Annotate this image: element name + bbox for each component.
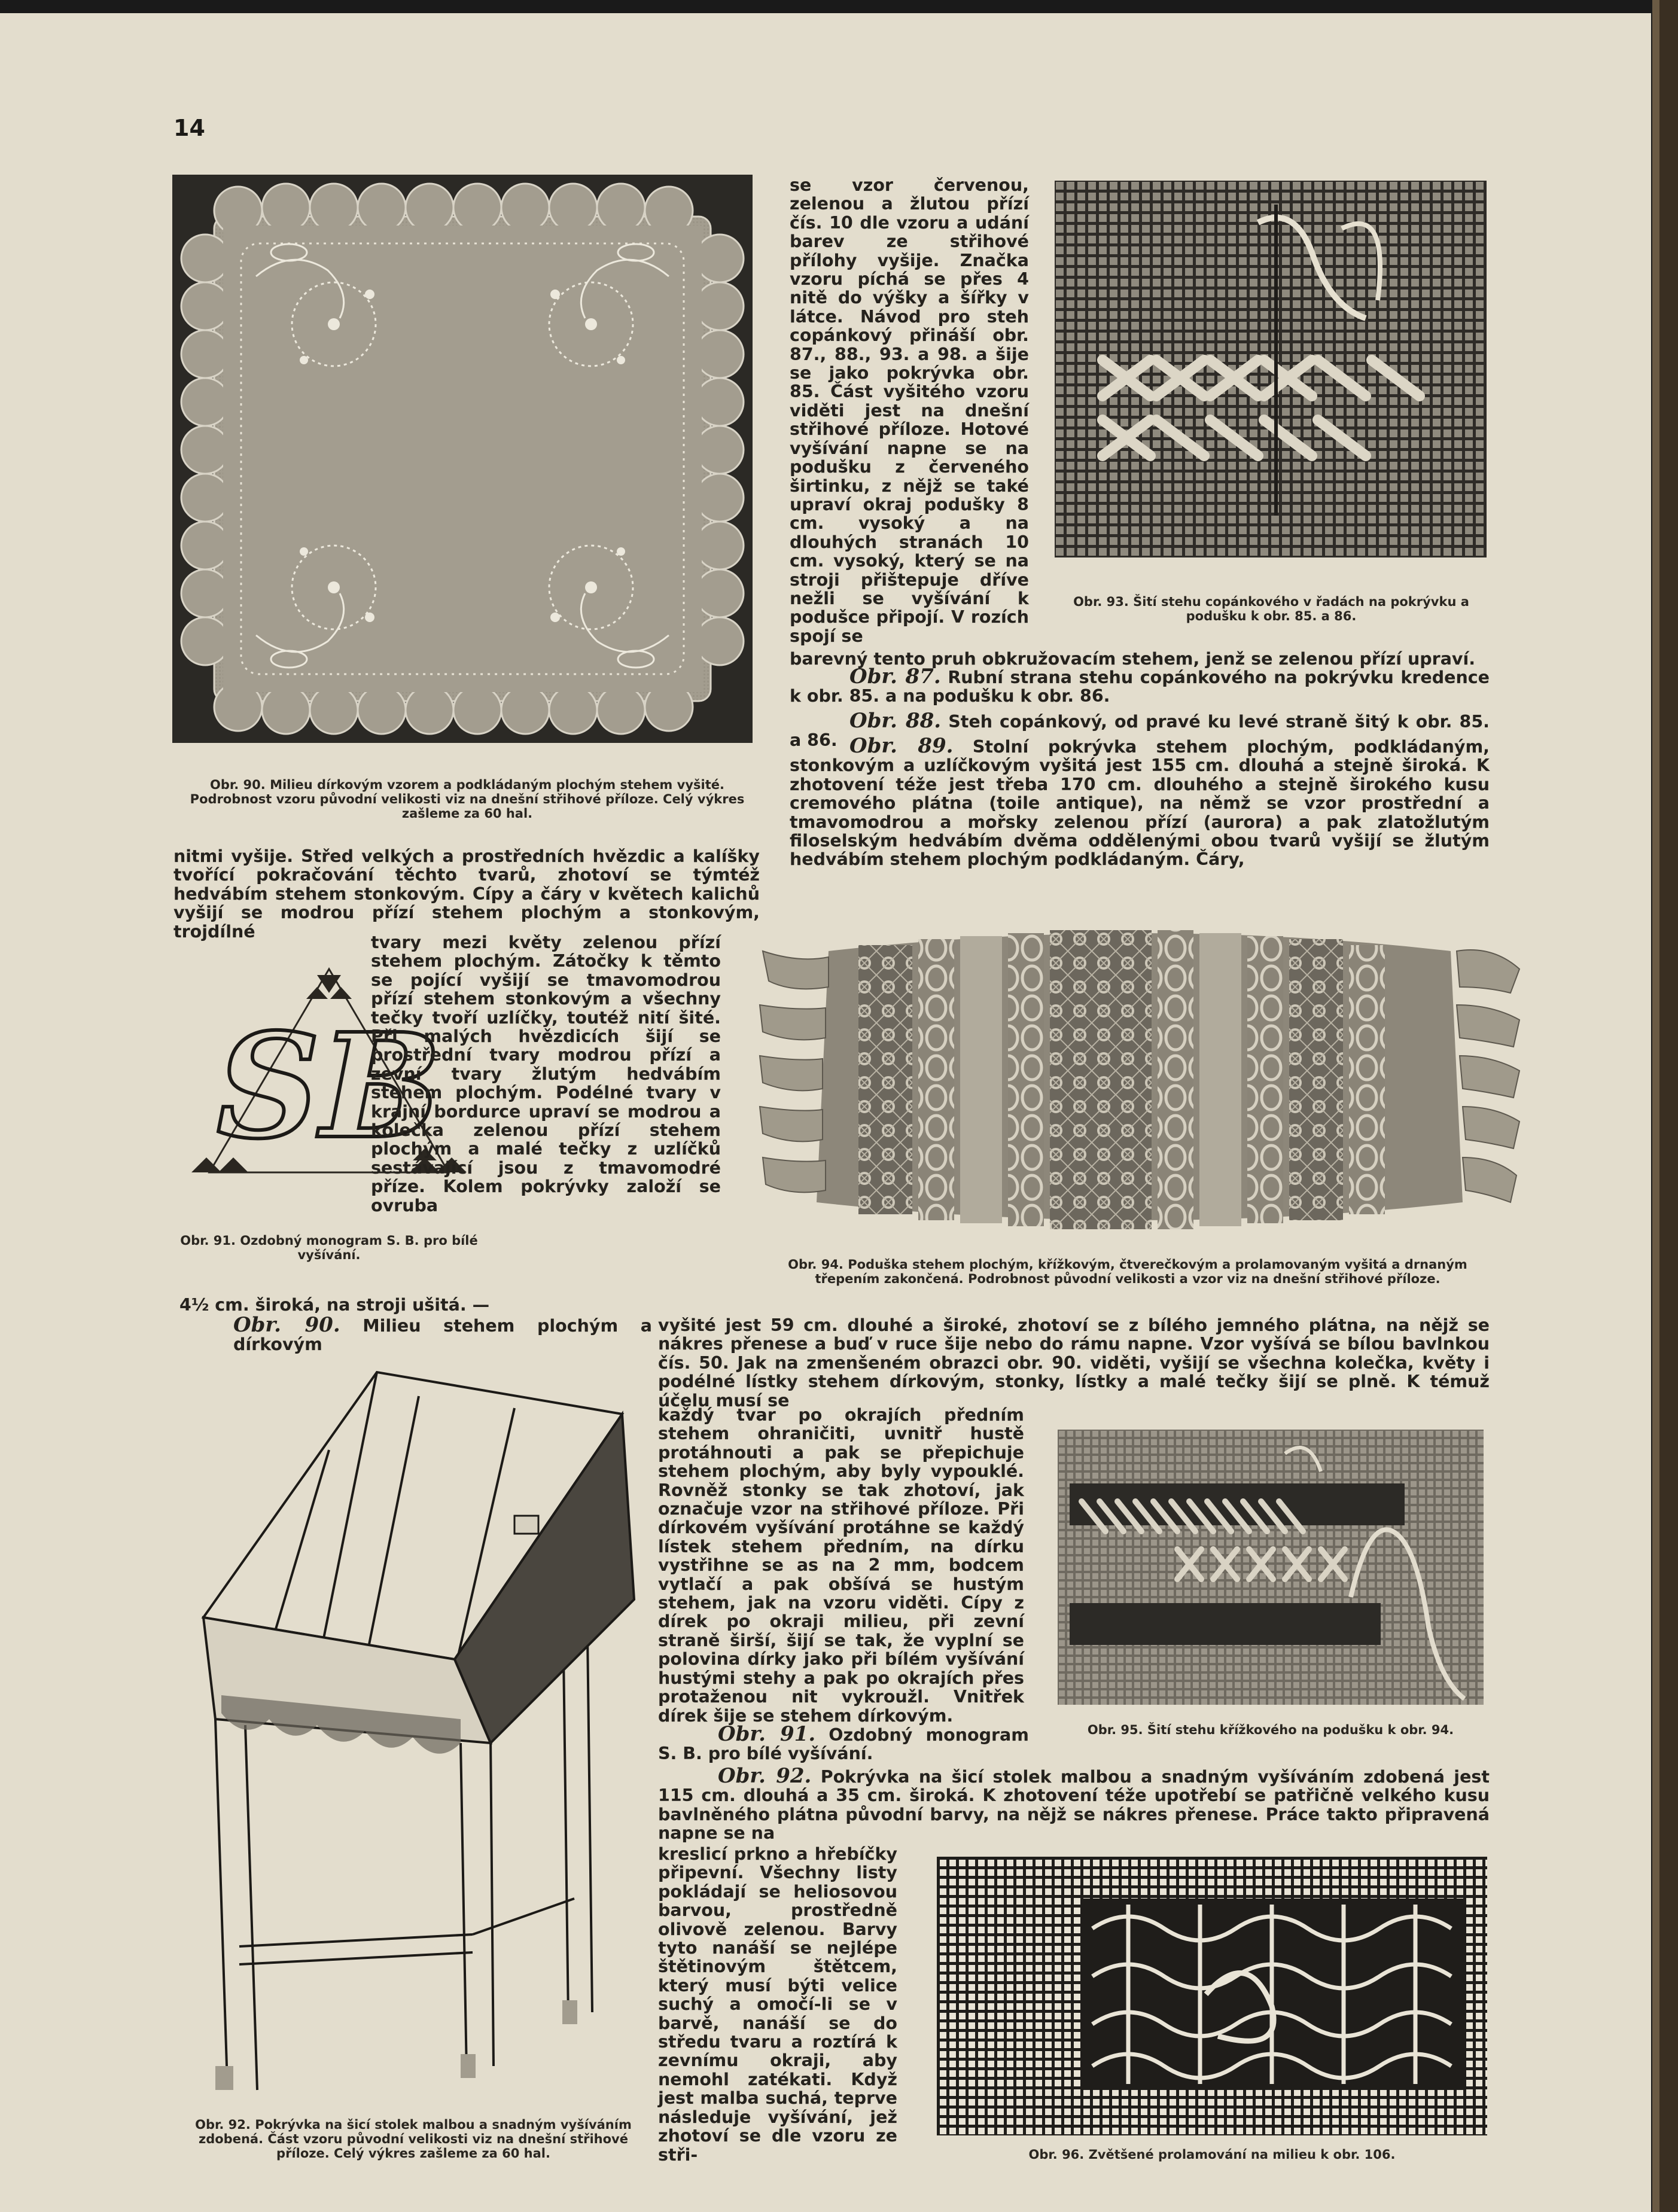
- pillow-illustration: [757, 903, 1522, 1250]
- paragraph-obr-92: [658, 1764, 1490, 1844]
- label-obr-90: Obr. 90.: [233, 1313, 340, 1337]
- label-obr-88: Obr. 88.: [849, 709, 942, 733]
- caption-fig94: Obr. 94. Poduška stehem plochým, křížkovým, čtverečkovým a prolamovaným vyšitá a drnaným třepením zakončená. Podrobnost původní velikosti a vzor viz na dnešní střihové příloze.: [788, 1257, 1467, 1286]
- label-obr-91: Obr. 91.: [718, 1722, 816, 1746]
- text-obr-90-narrow: každý tvar po okrajích předním stehem ohraničiti, uvnitř hustě protáhnouti a pak se přepichuje stehem plochým, aby byly vypouklé. Rovněž stonky se tak zhotoví, jak označuje vzor na střihové příloze. Při dírkovém vyšívání protáhne se každý lístek stehem předním, na dírku vystřihne se as na 2 mm, bodcem vytlačí a pak obšívá se hustým stehem, jak na vzoru viděti. Cípy z dírek po okraji milieu, při zevní straně širší, šijí se tak, že vyplní se polovina dírky jako při bílém vyšívání hustými stehy a pak po okrajích přes protaženou nit vykroužl. Vnitřek dírek šije se stehem dírkovým.: [658, 1405, 1024, 1726]
- text-obr-89: Stolní pokrývka stehem plochým, podkládaným, stonkovým a uzlíčkovým vyšitá jest 155 cm. dlouhá a stejně široká. K zhotovení téže jest třeba 170 cm. dlouhého a stejně širokého kusu cremového plátna (toile antique), na němž se vzor prostřední a tmavomodrou a mořsky zelenou přízí (aurora) a pak zlatožlutým filoselským hedvábím dvěma oddělenými obou tvarů vyšijí se žlutým hedvábím stehem plochým podkládaným. Čáry,: [790, 737, 1490, 870]
- page-number: 14: [173, 115, 205, 141]
- caption-fig93: Obr. 93. Šití stehu copánkového v řadách na pokrývku a podušku k obr. 85. a 86.: [1073, 595, 1469, 623]
- figure-95-cross-stitch: [1058, 1430, 1484, 1705]
- openwork-illustration: [937, 1857, 1487, 2135]
- text-obr-90-lead: Milieu stehem plochým a dírkovým: [233, 1316, 652, 1355]
- caption-fig95: Obr. 95. Šití stehu křížkového na podušku k obr. 94.: [1087, 1723, 1454, 1737]
- caption-fig90: Obr. 90. Milieu dírkovým vzorem a podkládaným plochým stehem vyšité. Podrobnost vzoru původní velikosti viz na dnešní střihové příloze. Celý výkres zašleme za 60 hal.: [190, 778, 745, 821]
- label-obr-89: Obr. 89.: [849, 734, 954, 758]
- cross-stitch-illustration: [1058, 1430, 1484, 1705]
- figure-96-openwork: [937, 1857, 1487, 2135]
- text-obr-90-first: vyšité jest 59 cm. dlouhé a široké, zhotoví se z bílého jemného plátna, na nějž se nákres přenese a buď v ruce šije nebo do rámu napne. Vzor vyšívá se bílou bavlnkou čís. 50. Jak na zmenšeném obrazci obr. 90. viděti, vyšijí se všechna kolečka, květy i podélné lístky stehem dírkovým, stonky, lístky a malé tečky šijí se plně. K témuž účelu musí se: [658, 1315, 1490, 1410]
- paragraph-obr-90-lead: [233, 1313, 652, 1355]
- caption-fig91: Obr. 91. Ozdobný monogram S. B. pro bílé vyšívání.: [180, 1233, 478, 1262]
- figure-94-pillow: [757, 903, 1522, 1250]
- label-obr-92: Obr. 92.: [718, 1764, 812, 1788]
- table-illustration: [179, 1360, 646, 2108]
- caption-fig92: Obr. 92. Pokrývka na šicí stolek malbou a snadným vyšíváním zdobená. Část vzoru původní velikosti viz na dnešní střihové příloze. Celý výkres zašleme za 60 hal.: [195, 2117, 632, 2161]
- spine-edge: [1652, 0, 1659, 2212]
- label-obr-87: Obr. 87.: [849, 665, 941, 688]
- monogram-letters: SB: [216, 1002, 442, 1171]
- paragraph-obr-87: [790, 665, 1490, 706]
- figure-90-milieu: [172, 175, 753, 743]
- figure-92-table: [179, 1360, 646, 2108]
- text-column-top-right: se vzor červenou, zelenou a žlutou přízí čís. 10 dle vzoru a udání barev ze střihové přílohy vyšije. Značka vzoru píchá se přes 4 nitě do výšky a šířky v látce. Návod pro steh copánkový přináší obr. 87., 88., 93. a 98. a šije se jako pokrývka obr. 85. Část vyšitého vzoru viděti jest na dnešní střihové příloze. Hotové vyšívání napne se na podušku z červeného širtinku, z nějž se také upraví okraj podušky 8 cm. vysoký a na dlouhých stranách 10 cm. vysoký, který se na stroji přištepuje dříve nežli se vyšívání k podušce připojí. V rozích spojí se: [790, 175, 1029, 646]
- milieu-illustration: [172, 175, 753, 743]
- text-obr-92-narrow: kreslicí prkno a hřebíčky připevní. Všechny listy pokládají se heliosovou barvou, prostředně olivově zelenou. Barvy tyto nanáší se nejlépe štětinovým štětcem, který musí býti velice suchý a omočí-li se v barvě, nanáší se do středu tvaru a roztírá k zevnímu okraji, aby nemohl zatékati. Když jest malba suchá, teprve následuje vyšívání, jež zhotoví se dle vzoru ze stři-: [658, 1844, 897, 2165]
- figure-93-stitch: [1055, 181, 1487, 557]
- text-obr-87: Rubní strana stehu copánkového na pokrývku kredence k obr. 85. a na podušku k obr. 86.: [790, 668, 1490, 706]
- text-left-mid: nitmi vyšije. Střed velkých a prostředních hvězdic a kalíšky tvořící pokračování těchto tvarů, zhotoví se týmtéž hedvábím stehem stonkovým. Cípy a čáry v květech kalichů vyšijí se modrou přízí stehem plochým a stonkovým, trojdílné: [173, 846, 760, 942]
- text-left-end: 4½ cm. široká, na stroji ušitá. —: [179, 1295, 490, 1315]
- paragraph-obr-91: [658, 1722, 1029, 1764]
- stitch-93-illustration: [1055, 181, 1487, 557]
- text-obr-92: Pokrývka na šicí stolek malbou a snadným vyšíváním zdobená jest 115 cm. dlouhá a 35 cm. široká. K zhotovení téže upotřebí se patřičně velkého kusu bavlněného plátna původní barvy, na nějž se nákres přenese. Práce takto připravená napne se na: [658, 1767, 1490, 1844]
- text-left-wrap: tvary mezi květy zelenou přízí stehem plochým. Zátočky k těmto se pojící vyšijí se tmavomodrou přízí stehem stonkovým a všechny tečky tvoří uzlíčky, toutéž nití šité. Při malých hvězdicích šijí se prostřední tvary modrou přízí a zevní tvary žlutým hedvábím stehem plochým. Podélné tvary v krajní bordurce upraví se modrou a kolečka zelenou přízí stehem plochým a malé tečky z uzlíčků sestávající jsou z tmavomodré příze. Kolem pokrývky založí se ovruba: [371, 933, 721, 1215]
- text-obr-88: Steh copánkový, od pravé ku levé straně šitý k obr. 85. a 86.: [790, 712, 1490, 751]
- text-line-barevny: barevný tento pruh obkružovacím stehem, jenž se zelenou přízí upraví.: [790, 649, 1476, 669]
- caption-fig96: Obr. 96. Zvětšené prolamování na milieu k obr. 106.: [1028, 2147, 1396, 2162]
- paragraph-obr-89: [790, 734, 1490, 870]
- text-obr-91: Ozdobný monogram S. B. pro bílé vyšívání.: [658, 1725, 1029, 1764]
